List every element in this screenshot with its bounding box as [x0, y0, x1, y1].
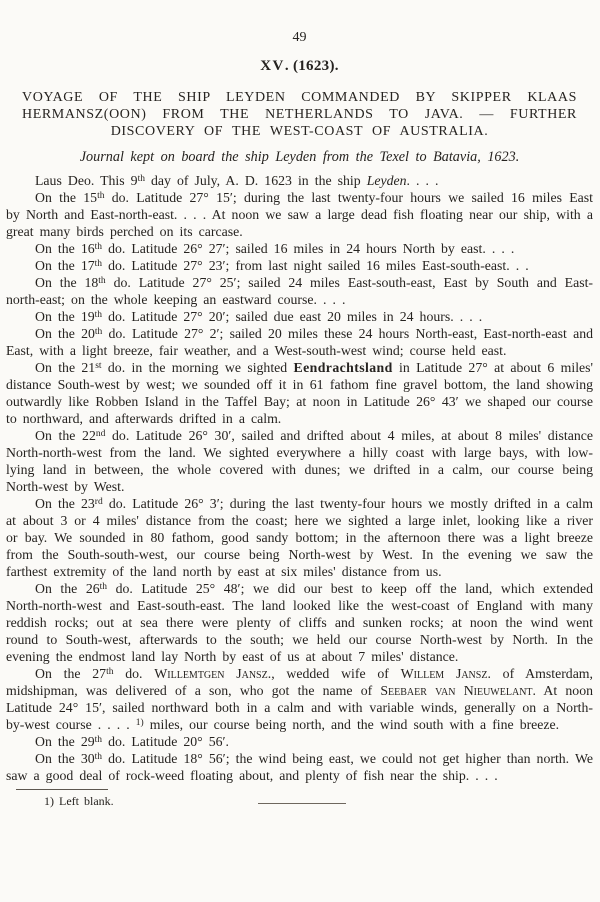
journal-paragraph: [6, 750, 593, 784]
text-run: Eendrachtsland: [293, 360, 393, 376]
text-run: do. Latitude 26° 3′; during the last twenty-four hours we mostly drifted in a calm at about 3 or 4 miles' distance from the coast; here we sighted a large inlet, looking like a river or bay. We sounded in 80 fathom, good sandy bottom; in the afternoon there was a light breeze from the South-south-west, our course being North-west by West. In the evening we saw the farthest extremity of the land north by east at six miles' distance from us.: [6, 496, 593, 580]
journal-paragraph: [6, 257, 593, 274]
text-run: On the 15: [35, 190, 98, 206]
journal-paragraph: [6, 495, 593, 580]
journal-paragraph: [6, 274, 593, 308]
text-run: On the 21: [35, 360, 96, 376]
text-run: do. Latitude 18° 56′; the wind being east, we could not get higher than north. We saw a good deal of rock-weed floating about, and plenty of fish near the ship. . . .: [6, 751, 593, 784]
text-run: Seebaer van Nieuwelant: [380, 683, 533, 699]
text-run: On the 23: [35, 496, 95, 512]
text-run: . . . .: [406, 173, 439, 189]
text-run: do. Latitude 20° 56′.: [102, 734, 230, 750]
voyage-title-line: DISCOVERY OF THE WEST-COAST OF AUSTRALIA.: [110, 123, 489, 139]
text-run: Leyden: [366, 173, 407, 189]
page-number: 49: [292, 30, 307, 45]
text-run: th: [94, 752, 103, 763]
text-run: st: [95, 361, 102, 372]
text-run: th: [94, 327, 103, 338]
chapter-year: . (1623).: [284, 58, 339, 74]
text-run: th: [98, 276, 106, 287]
text-run: rd: [94, 497, 103, 508]
journal-paragraph: [6, 580, 593, 665]
text-run: do. Latitude 26° 27′; sailed 16 miles in 24 hours North by east. . . .: [102, 241, 515, 257]
journal-body: [6, 172, 593, 784]
journal-paragraph: [6, 665, 593, 733]
text-run: Laus Deo. This 9: [35, 173, 138, 189]
text-run: th: [94, 242, 103, 253]
text-run: nd: [95, 429, 106, 440]
text-run: On the 19: [35, 309, 95, 325]
text-run: On the 17: [35, 258, 95, 274]
text-run: On the 30: [35, 751, 95, 767]
text-run: miles, our course being north, and the wind south with a fine breeze.: [143, 717, 560, 733]
text-run: th: [99, 582, 108, 593]
text-run: On the 20: [35, 326, 95, 342]
journal-paragraph: [6, 733, 593, 750]
text-run: do.: [113, 666, 155, 682]
journal-paragraph: [6, 189, 593, 240]
text-run: th: [137, 174, 145, 185]
text-run: On the 16: [35, 241, 95, 257]
text-run: do. Latitude 27° 15′; during the last twenty-four hours we sailed 16 miles East by North and East-north-east. . . . At noon we saw a large dead fish floating near our ship, with a great many birds perched on its carcase.: [6, 190, 593, 240]
text-run: th: [94, 735, 103, 746]
text-run: of Amsterdam, midshipman, was delivered of a son, who got the name of: [6, 666, 593, 699]
chapter-heading: [6, 58, 593, 75]
journal-paragraph: [6, 359, 593, 427]
journal-paragraph: [6, 172, 593, 189]
text-run: . At noon Latitude 24° 15′, sailed northward both in a calm and with variable winds, generally on a North-by-west course . . . .: [6, 683, 593, 733]
text-run: On the 29: [35, 734, 95, 750]
journal-paragraph: [6, 240, 593, 257]
text-run: On the 26: [35, 581, 100, 597]
section-end-rule: [258, 803, 346, 804]
voyage-title: [22, 90, 577, 140]
text-run: On the 22: [35, 428, 96, 444]
text-run: th: [94, 259, 103, 270]
text-run: 1): [135, 718, 144, 729]
chapter-roman-numeral: XV: [260, 58, 285, 74]
journal-paragraph: [6, 308, 593, 325]
journal-paragraph: [6, 325, 593, 359]
text-run: do. Latitude 27° 23′; from last night sailed 16 miles East-south-east. . .: [102, 258, 529, 274]
journal-paragraph: [6, 427, 593, 495]
footnote-separator: [16, 789, 108, 790]
text-run: On the 27: [35, 666, 107, 682]
text-run: th: [97, 191, 105, 202]
text-run: do. Latitude 25° 48′; we did our best to keep off the land, which extended North-north-west and East-south-east. The land looked like the west-coast of England with many reddish rocks; out at sea there were plenty of cliffs and sunken rocks; at noon the wind went round to South-west, afterwards to the south; we held our course North-west by North. In the evening the endmost land lay North by east of us at about 7 miles' distance.: [6, 581, 593, 665]
text-run: Willemtgen Jansz.: [154, 666, 272, 682]
text-run: do. Latitude 27° 2′; sailed 20 miles these 24 hours North-east, East-north-east and East, with a light breeze, fair weather, and a West-south-west wind; course held east.: [6, 326, 593, 359]
text-run: th: [106, 667, 114, 678]
text-run: On the 18: [35, 275, 99, 291]
text-run: th: [94, 310, 103, 321]
footnote: 1) Left blank.: [44, 794, 114, 809]
text-run: day of July, A. D. 1623 in the ship: [144, 173, 367, 189]
voyage-title-line: HERMANSZ(OON) FROM THE NETHERLANDS TO JAVA. — FURTHER: [22, 106, 577, 122]
text-run: do. Latitude 26° 30′, sailed and drifted about 4 miles, at about 8 miles' distance North-north-west from the land. We sighted everywhere a hilly coast with large bays, with low-lying land in between, the whole covered with dunes; we drifted in a calm, our course being North-west by West.: [6, 428, 593, 495]
text-run: , wedded wife of: [271, 666, 401, 682]
text-run: do. in the morning we sighted: [101, 360, 294, 376]
text-run: do. Latitude 27° 25′; sailed 24 miles East-south-east, East by South and East-north-east; on the whole keeping an eastward course. . . .: [6, 275, 593, 308]
text-run: in Latitude 27° at about 6 miles' distance South-west by west; we sounded off it in 61 fathom fine gravel bottom, the land showing outwardly like Robben Island in the Taffel Bay; at noon in Latitude 26° 43′ we shaped our course to northward, and afterwards drifted in a calm.: [6, 360, 594, 427]
voyage-title-line: VOYAGE OF THE SHIP LEYDEN COMMANDED BY SKIPPER KLAAS: [22, 90, 577, 105]
text-run: do. Latitude 27° 20′; sailed due east 20 miles in 24 hours. . . .: [102, 309, 483, 325]
journal-subtitle: Journal kept on board the ship Leyden from the Texel to Batavia, 1623.: [79, 149, 520, 166]
text-run: Willem Jansz.: [400, 666, 491, 682]
